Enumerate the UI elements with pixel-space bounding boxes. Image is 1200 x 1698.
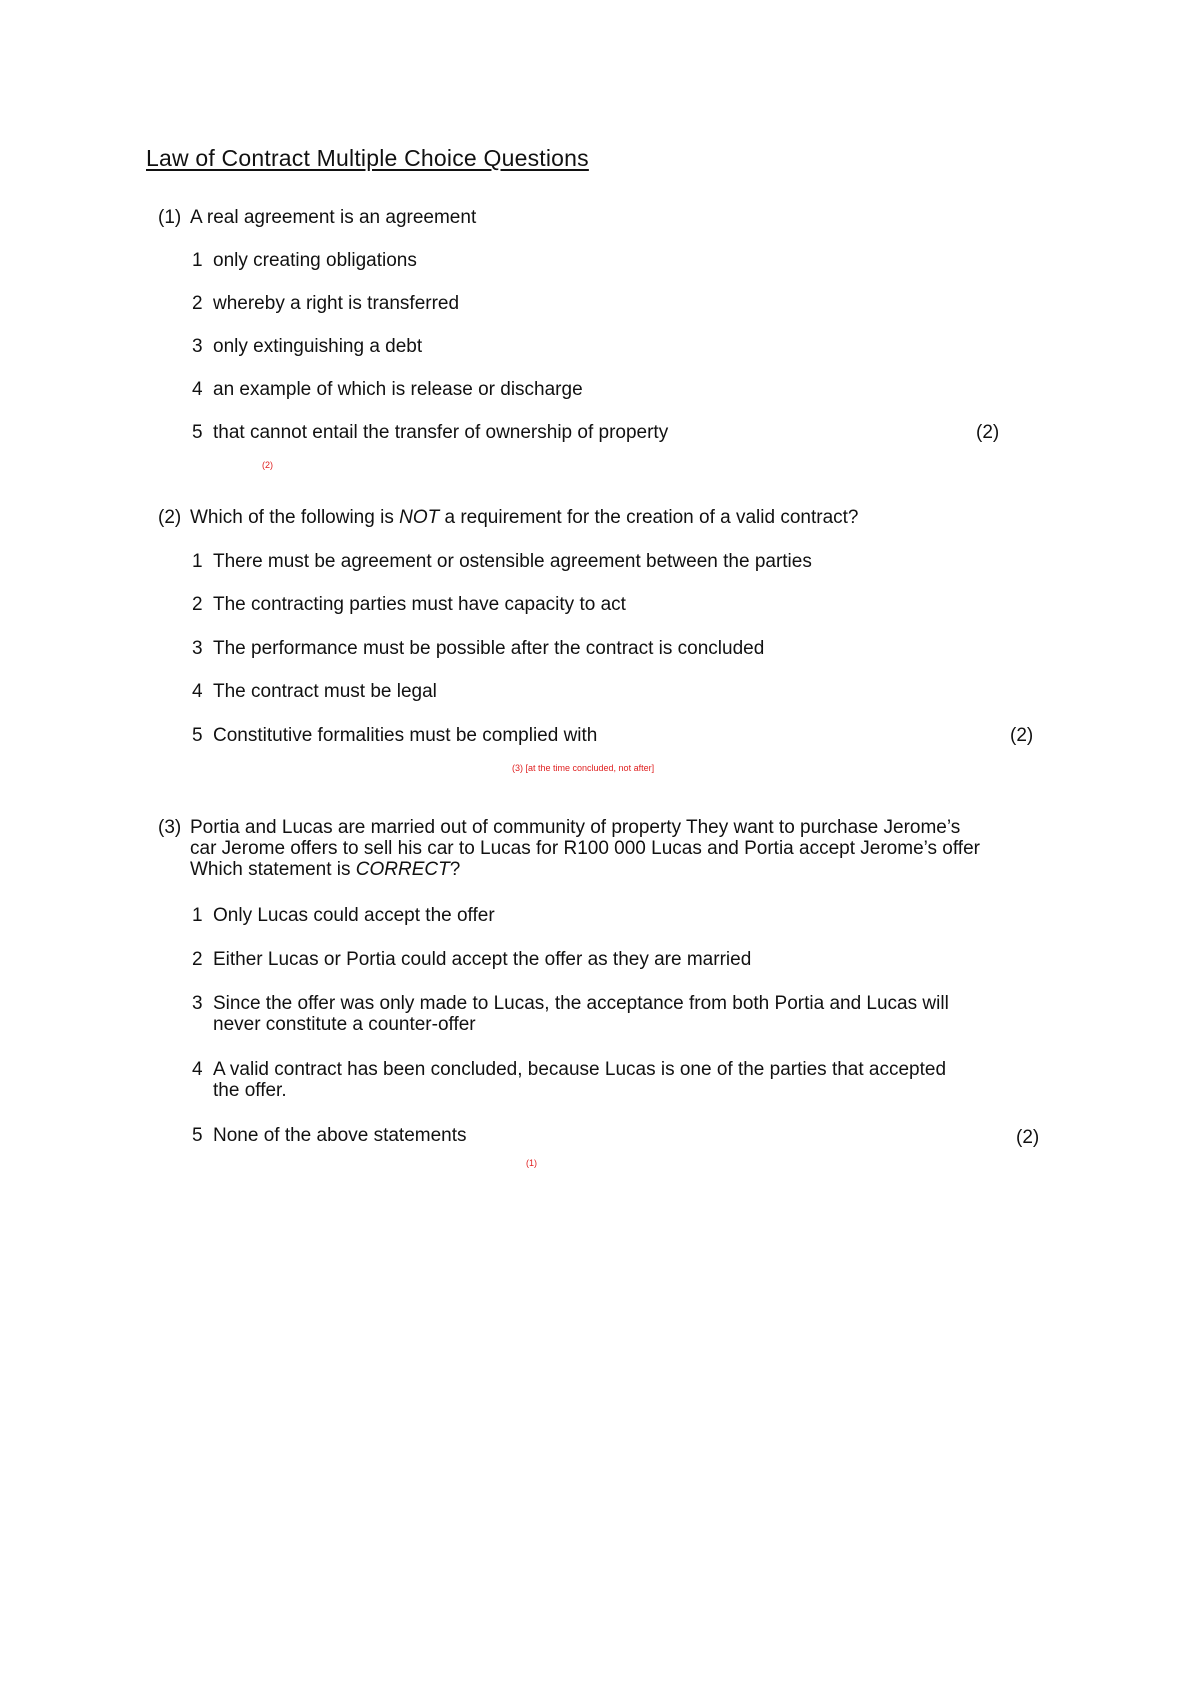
question-3-option-5: 5 None of the above statements [192,1125,467,1146]
question-1-marks: (2) [976,422,1000,443]
question-1-option-4: 4 an example of which is release or discharge [192,379,583,400]
question-3-option-4: 4 A valid contract has been concluded, because Lucas is one of the parties that accepted the offer. [192,1059,947,1101]
question-3-answer-note: (1) [526,1158,537,1168]
question-number: (3) [158,817,182,838]
question-3-option-1: 1 Only Lucas could accept the offer [192,905,495,926]
question-2 [158,507,1038,529]
question-3-marks: (2) [1016,1127,1040,1148]
question-2-option-4: 4 The contract must be legal [192,681,437,702]
question-1-option-2: 2 whereby a right is transferred [192,293,460,314]
question-3 [158,817,1038,880]
question-1-option-1: 1 only creating obligations [192,250,417,271]
question-2-marks: (2) [1010,725,1034,746]
question-stem: Portia and Lucas are married out of community of property They want to purchase Jerome’s car Jerome offers to sell his car to Lucas for R100 000 Lucas and Portia accept Jerome’s offer Which statement is CORRECT? [190,817,980,880]
question-1-option-3: 3 only extinguishing a debt [192,336,423,357]
question-stem: A real agreement is an agreement [190,207,477,228]
question-2-option-3: 3 The performance must be possible after the contract is concluded [192,638,765,659]
question-3-option-3: 3 Since the offer was only made to Lucas, the acceptance from both Portia and Lucas will never constitute a counter-offer [192,993,949,1035]
question-2-option-5: 5 Constitutive formalities must be complied with [192,725,598,746]
document-title: Law of Contract Multiple Choice Questions [146,145,589,171]
question-2-answer-note: (3) [at the time concluded, not after] [512,763,655,773]
question-1 [158,207,1038,229]
question-number: (2) [158,507,182,528]
question-2-option-1: 1 There must be agreement or ostensible agreement between the parties [192,551,812,572]
question-3-option-2: 2 Either Lucas or Portia could accept the offer as they are married [192,949,752,970]
question-number: (1) [158,207,182,228]
question-1-option-5: 5 that cannot entail the transfer of ownership of property [192,422,669,443]
question-stem: Which of the following is NOT a requirement for the creation of a valid contract? [190,507,859,528]
question-1-answer-note: (2) [262,460,273,470]
question-2-option-2: 2 The contracting parties must have capacity to act [192,594,626,615]
